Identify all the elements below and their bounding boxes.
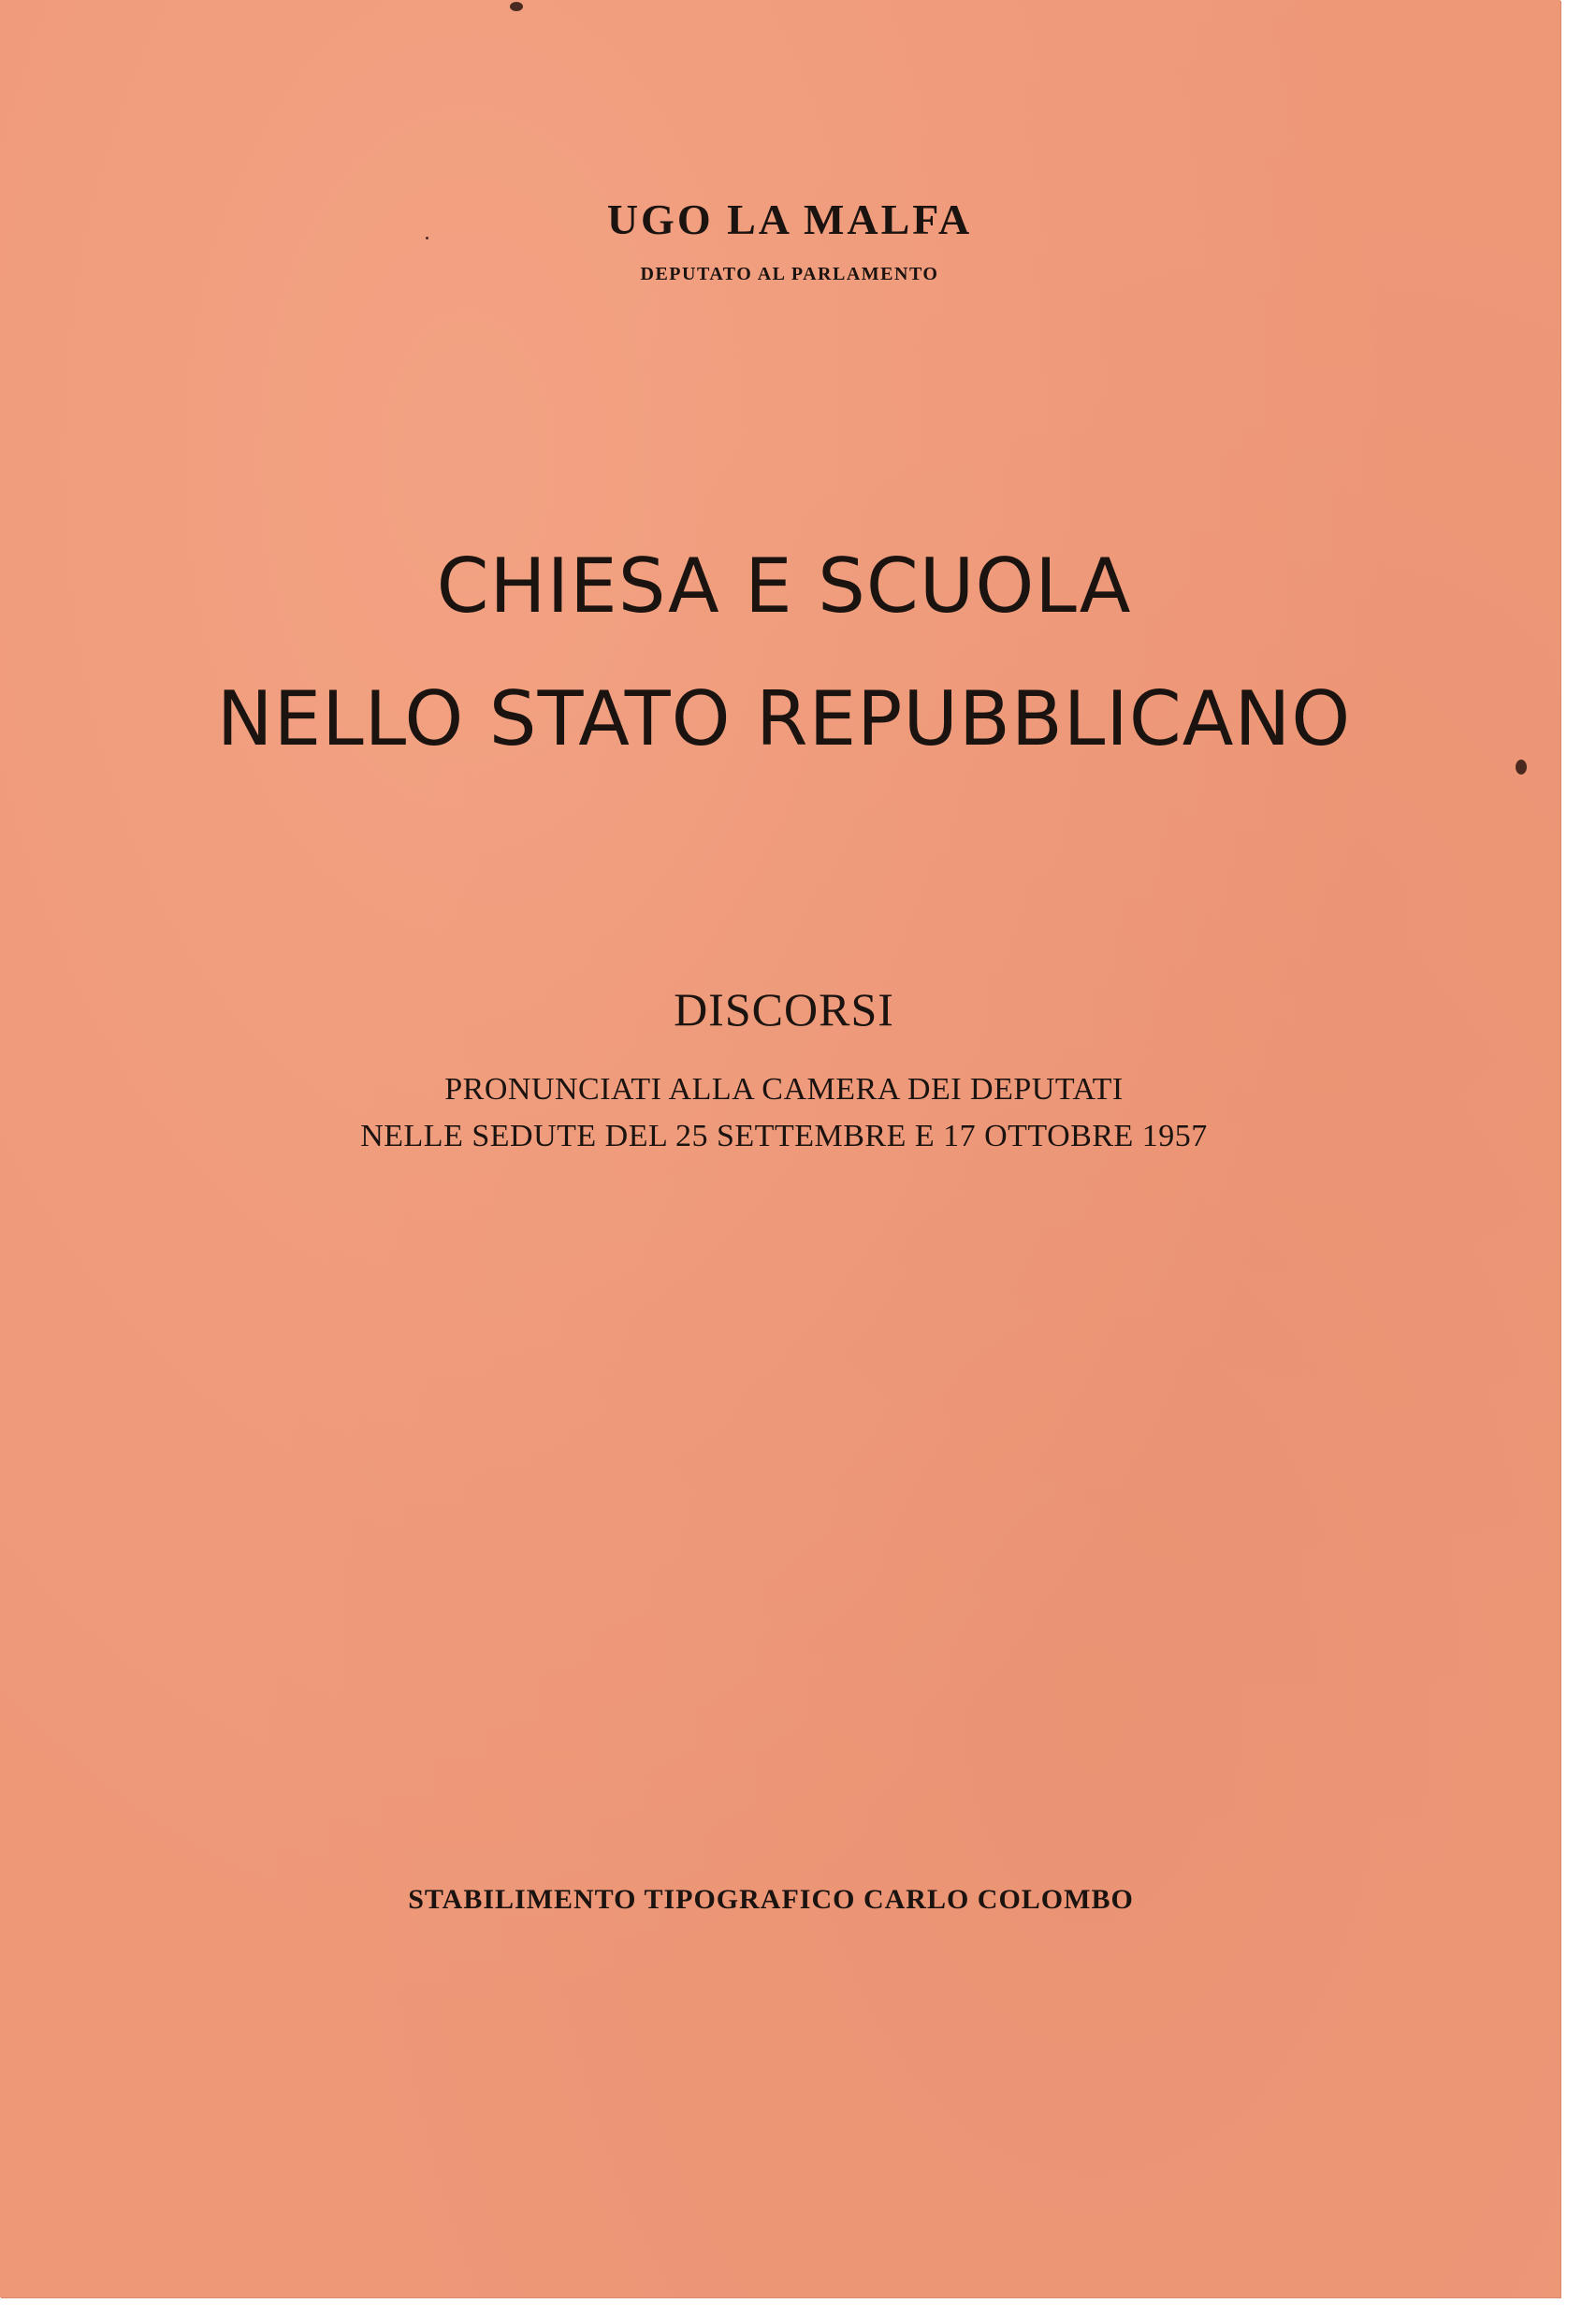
description-line-1: PRONUNCIATI ALLA CAMERA DEI DEPUTATI [444,1072,1124,1107]
paper-speck [510,2,523,11]
subtitle: DISCORSI [674,983,894,1036]
title-line-2: NELLO STATO REPUBBLICANO [216,675,1352,762]
description-line-2: NELLE SEDUTE DEL 25 SETTEMBRE E 17 OTTOBRE 1957 [360,1119,1208,1153]
author-role: DEPUTATO AL PARLAMENTO [640,264,939,284]
paper-speck [426,237,428,239]
paper-speck [1516,760,1527,775]
printer-name: STABILIMENTO TIPOGRAFICO CARLO COLOMBO [408,1884,1134,1915]
title-line-1: CHIESA E SCUOLA [436,543,1132,630]
author-name: UGO LA MALFA [606,196,973,243]
